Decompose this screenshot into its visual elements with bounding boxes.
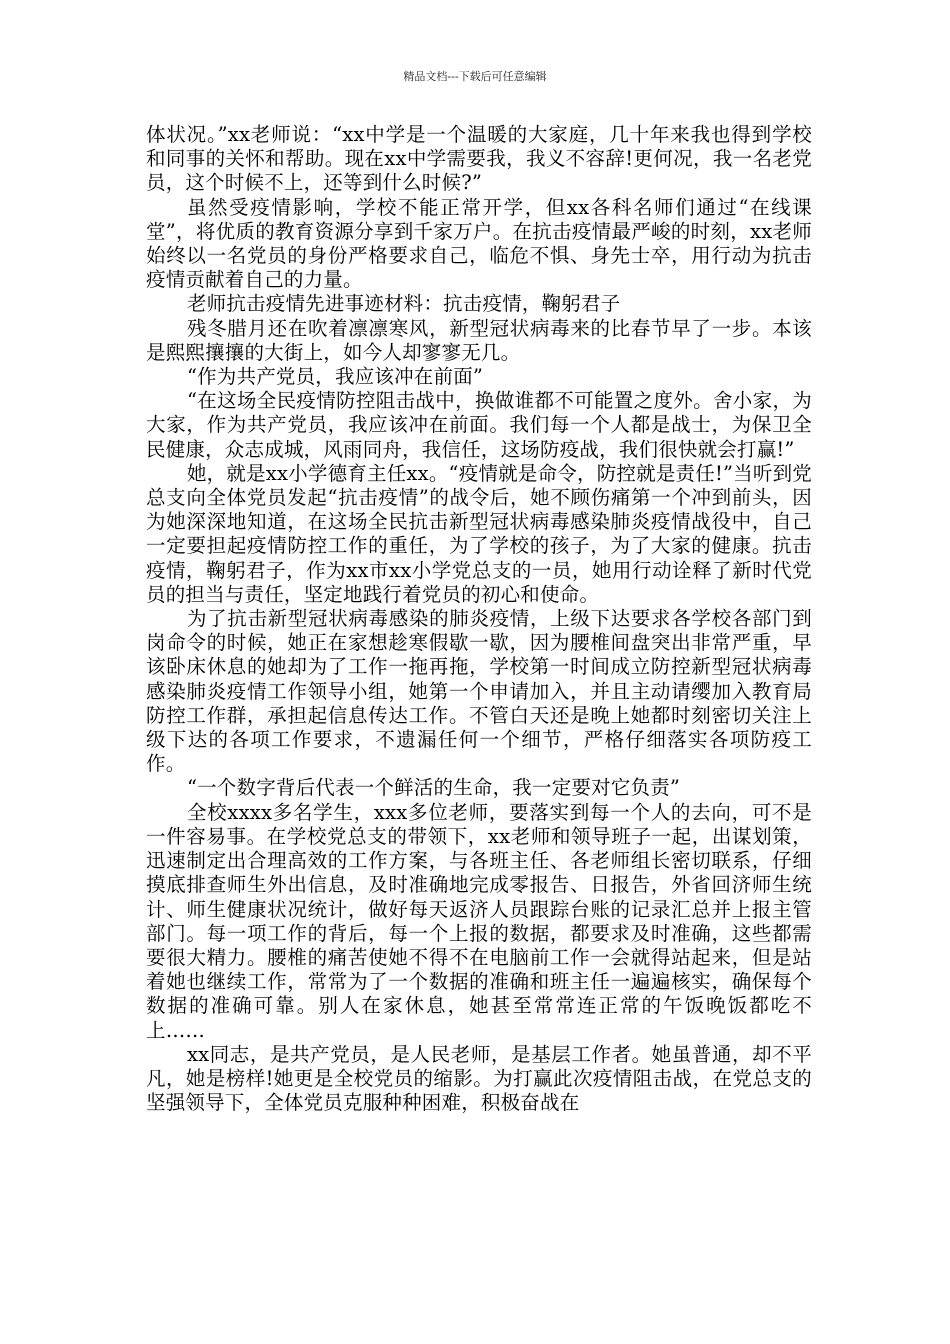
paragraph: 为了抗击新型冠状病毒感染的肺炎疫情，上级下达要求各学校各部门到岗命令的时候，她正在家想趁寒假歇一歇，因为腰椎间盘突出非常严重，早该卧床休息的她却为了工作一拖再拖，学校第一时间成立防控新型冠状病毒感染肺炎疫情工作领导小组，她第一个申请加入，并且主动请缨加入教育局防控工作群，承担起信息传达工作。不管白天还是晚上她都时刻密切关注上级下达的各项工作要求，不遗漏任何一个细节，严格仔细落实各项防疫工作。: [146, 607, 812, 776]
paragraph: 虽然受疫情影响，学校不能正常开学，但xx各科名师们通过“在线课堂”，将优质的教育资源分享到千家万户。在抗击疫情最严峻的时刻，xx老师始终以一名党员的身份严格要求自己，临危不惧、身先士卒，用行动为抗击疫情贡献着自己的力量。: [146, 195, 812, 292]
paragraph: 全校xxxx多名学生，xxx多位老师，要落实到每一个人的去向，可不是一件容易事。在学校党总支的带领下，xx老师和领导班子一起，出谋划策，迅速制定出合理高效的工作方案，与各班主任、各老师组长密切联系，仔细摸底排查师生外出信息，及时准确地完成零报告、日报告，外省回济师生统计、师生健康状况统计，做好每天返济人员跟踪台账的记录汇总并上报主管部门。每一项工作的背后，每一个上报的数据，都要求及时准确，这些都需要很大精力。腰椎的痛苦使她不得不在电脑前工作一会就得站起来，但是站着她也继续工作，常常为了一个数据的准确和班主任一遍遍核实，确保每个数据的准确可靠。别人在家休息，她甚至常常连正常的午饭晚饭都吃不上……: [146, 800, 812, 1042]
paragraph: 残冬腊月还在吹着凛凛寒风，新型冠状病毒来的比春节早了一步。本该是熙熙攘攘的大街上，如今人却寥寥无几。: [146, 316, 812, 364]
section-heading: 老师抗击疫情先进事迹材料：抗击疫情，鞠躬君子: [186, 292, 621, 316]
document-body: [146, 123, 812, 1115]
subheading-quote: “一个数字背后代表一个鲜活的生命，我一定要对它负责”: [186, 776, 681, 800]
subheading-quote: “作为共产党员，我应该冲在前面”: [186, 365, 484, 389]
page-header: 精品文档---下载后可任意编辑: [403, 70, 547, 83]
paragraph: 体状况。”xx老师说：“xx中学是一个温暖的大家庭，几十年来我也得到学校和同事的关怀和帮助。现在xx中学需要我，我义不容辞!更何况，我一名老党员，这个时候不上，还等到什么时候?”: [146, 123, 812, 195]
paragraph: “在这场全民疫情防控阻击战中，换做谁都不可能置之度外。舍小家，为大家，作为共产党员，我应该冲在前面。我们每一个人都是战士，为保卫全民健康，众志成城，风雨同舟，我信任，这场防疫战，我们很快就会打赢!”: [146, 389, 812, 461]
paragraph: 她，就是xx小学德育主任xx。“疫情就是命令，防控就是责任!”当听到党总支向全体党员发起“抗击疫情”的战令后，她不顾伤痛第一个冲到前头，因为她深深地知道，在这场全民抗击新型冠状病毒感染肺炎疫情战役中，自己一定要担起疫情防控工作的重任，为了学校的孩子，为了大家的健康。抗击疫情，鞠躬君子，作为xx市xx小学党总支的一员，她用行动诠释了新时代党员的担当与责任，坚定地践行着党员的初心和使命。: [146, 461, 812, 606]
paragraph: xx同志，是共产党员，是人民老师，是基层工作者。她虽普通，却不平凡，她是榜样!她更是全校党员的缩影。为打赢此次疫情阻击战，在党总支的坚强领导下，全体党员克服种种困难，积极奋战在: [146, 1042, 812, 1115]
